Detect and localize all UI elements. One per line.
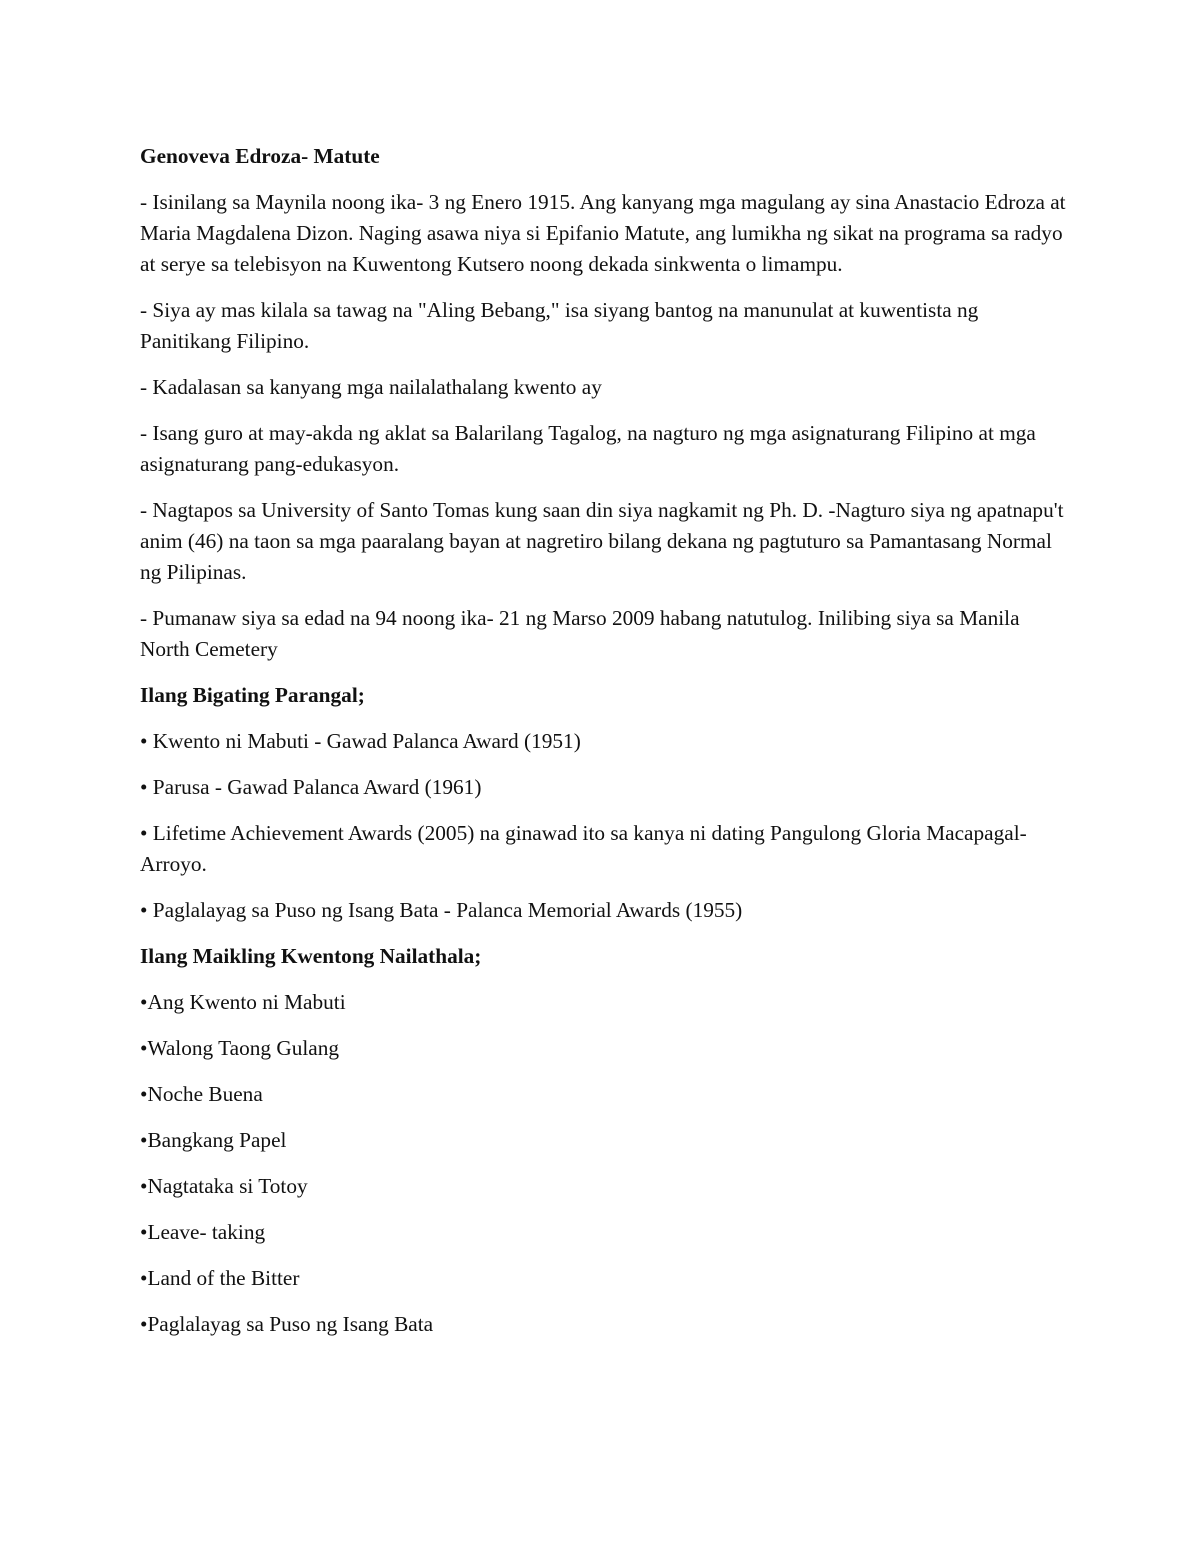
bio-paragraph-birth: - Isinilang sa Maynila noong ika- 3 ng Enero 1915. Ang kanyang mga magulang ay sina Anastacio Edroza at Maria Magdalena Dizon. Naging asawa niya si Epifanio Matute, ang lumikha ng sikat na programa sa radyo at serye sa telebisyon na Kuwentong Kutsero noong dekada sinkwenta o limampu. (140, 190, 1066, 276)
awards-heading: Ilang Bigating Parangal; (140, 683, 365, 707)
document-body (140, 141, 1070, 1355)
bio-paragraph-stories: - Kadalasan sa kanyang mga nailalathalang kwento ay (140, 375, 602, 399)
list-item: •Ang Kwento ni Mabuti (140, 990, 346, 1014)
list-item: •Paglalayag sa Puso ng Isang Bata (140, 1312, 434, 1336)
stories-list (140, 987, 1070, 1340)
list-item: • Parusa - Gawad Palanca Award (1961) (140, 775, 482, 799)
list-item: • Paglalayag sa Puso ng Isang Bata - Palanca Memorial Awards (1955) (140, 898, 743, 922)
list-item: • Lifetime Achievement Awards (2005) na ginawad ito sa kanya ni dating Pangulong Gloria Macapagal-Arroyo. (140, 821, 1027, 876)
list-item: •Nagtataka si Totoy (140, 1174, 308, 1198)
document-title: Genoveva Edroza- Matute (140, 144, 380, 168)
list-item: •Noche Buena (140, 1082, 263, 1106)
awards-list (140, 726, 1070, 926)
stories-heading: Ilang Maikling Kwentong Nailathala; (140, 944, 482, 968)
list-item: •Land of the Bitter (140, 1266, 300, 1290)
bio-paragraph-education: - Nagtapos sa University of Santo Tomas kung saan din siya nagkamit ng Ph. D. -Nagturo siya ng apatnapu't anim (46) na taon sa mga paaralang bayan at nagretiro bilang dekana ng pagtuturo sa Pamantasang Normal ng Pilipinas. (140, 498, 1064, 584)
bio-paragraph-nickname: - Siya ay mas kilala sa tawag na "Aling Bebang," isa siyang bantog na manunulat at kuwentista ng Panitikang Filipino. (140, 298, 979, 353)
list-item: •Bangkang Papel (140, 1128, 287, 1152)
bio-paragraph-teacher: - Isang guro at may-akda ng aklat sa Balarilang Tagalog, na nagturo ng mga asignaturang Filipino at mga asignaturang pang-edukasyon. (140, 421, 1036, 476)
list-item: •Walong Taong Gulang (140, 1036, 340, 1060)
list-item: • Kwento ni Mabuti - Gawad Palanca Award (1951) (140, 729, 581, 753)
list-item: •Leave- taking (140, 1220, 266, 1244)
bio-paragraph-death: - Pumanaw siya sa edad na 94 noong ika- 21 ng Marso 2009 habang natutulog. Inilibing siya sa Manila North Cemetery (140, 606, 1020, 661)
